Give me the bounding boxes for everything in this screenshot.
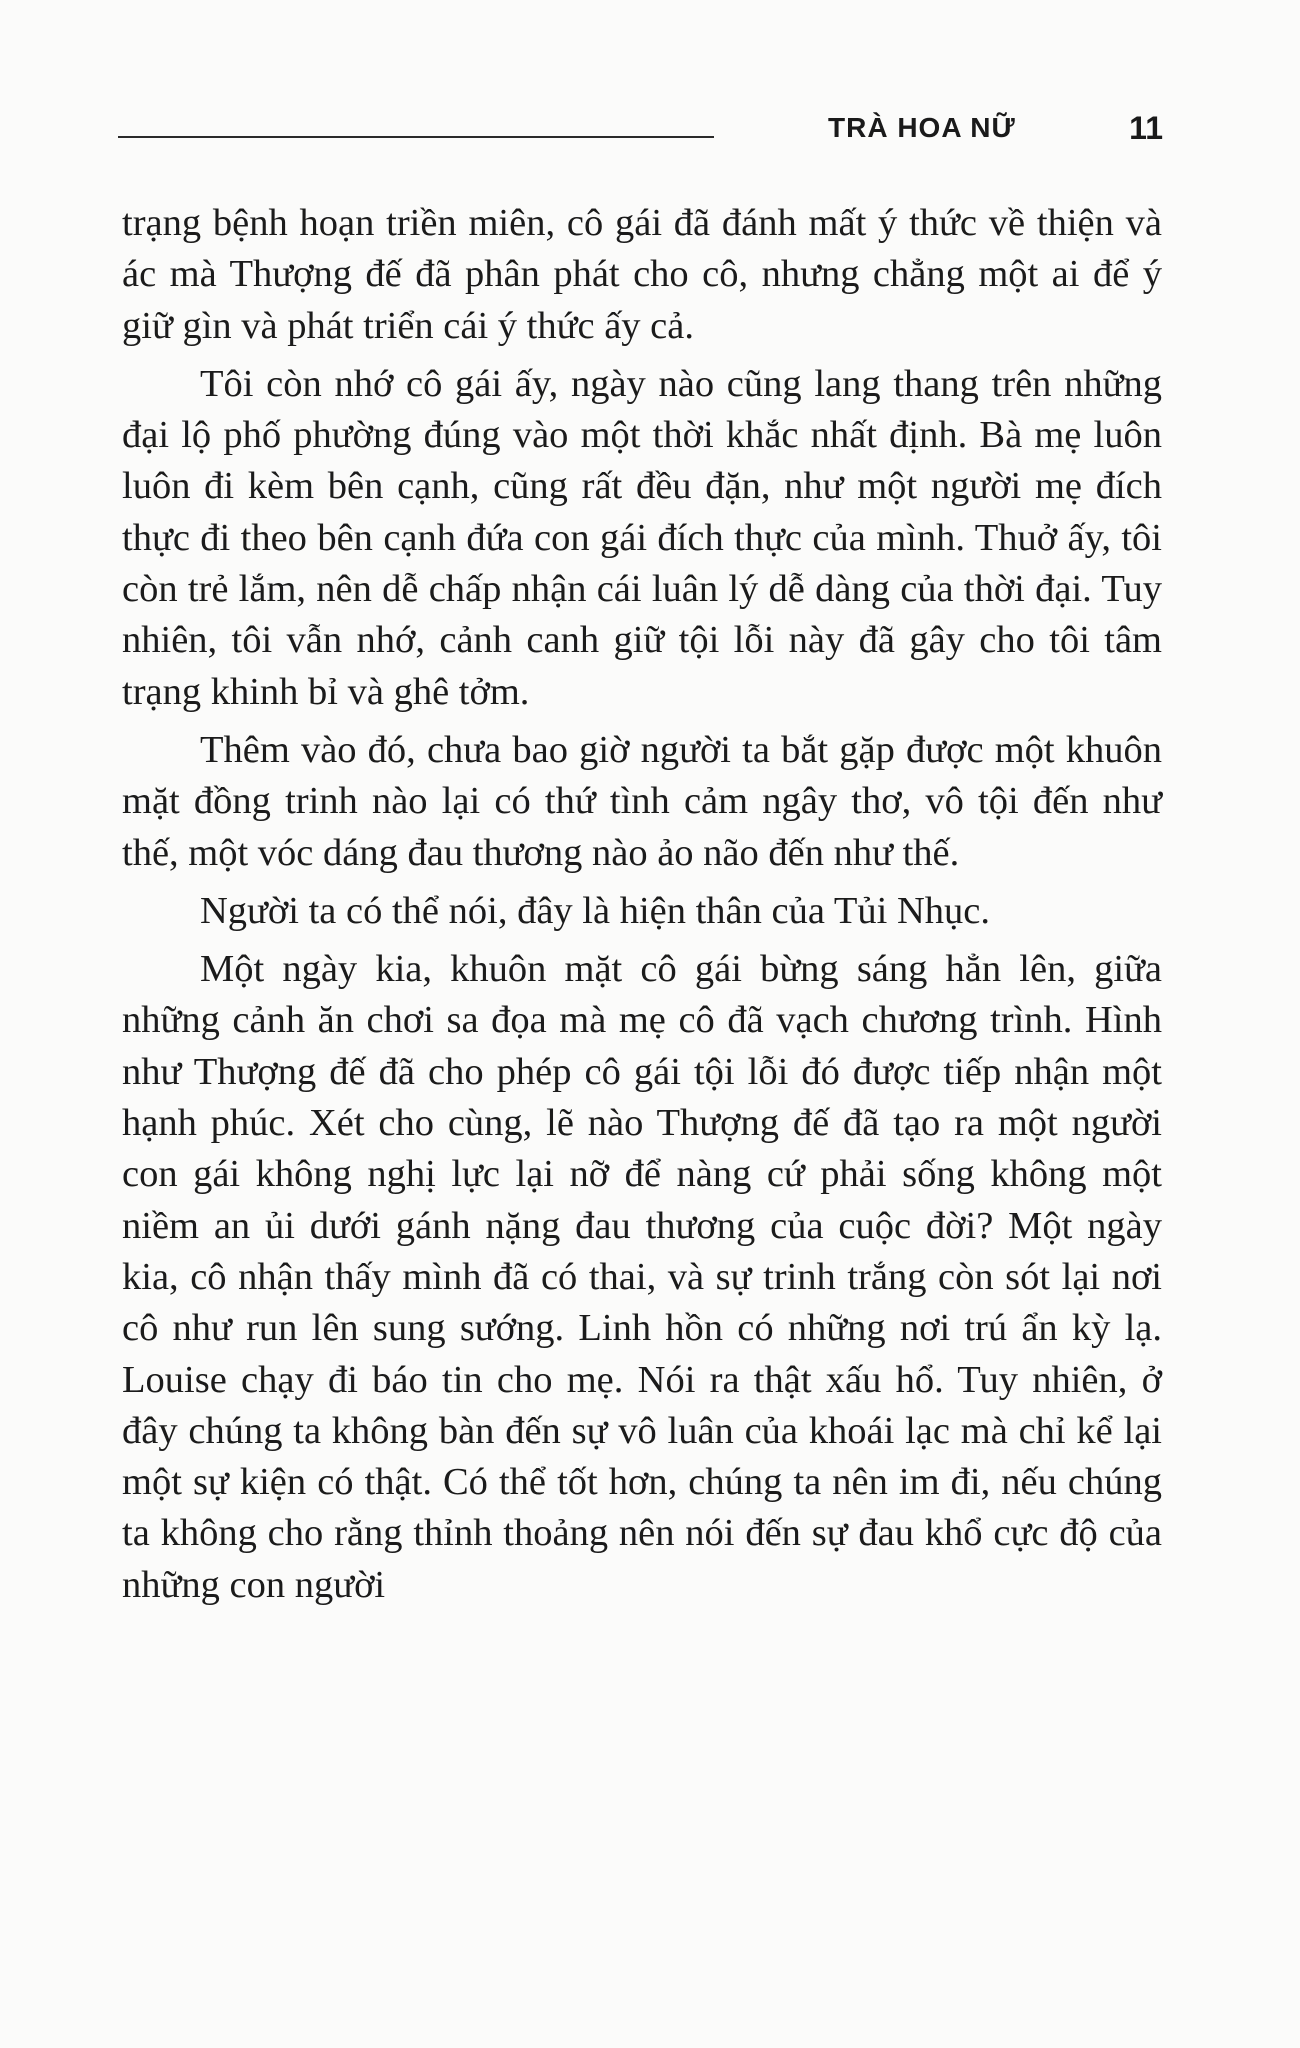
body-text: [122, 198, 1162, 1611]
paragraph-4: Người ta có thể nói, đây là hiện thân của Tủi Nhục.: [200, 889, 990, 932]
header-rule: [118, 136, 714, 138]
book-title: TRÀ HOA NỮ: [828, 112, 1016, 143]
paragraph-1: trạng bệnh hoạn triền miên, cô gái đã đánh mất ý thức về thiện và ác mà Thượng đế đã phân phát cho cô, nhưng chẳng một ai để ý giữ gìn và phát triển cái ý thức ấy cả.: [122, 202, 1162, 347]
paragraph-2: Tôi còn nhớ cô gái ấy, ngày nào cũng lang thang trên những đại lộ phố phường đúng vào một thời khắc nhất định. Bà mẹ luôn luôn đi kèm bên cạnh, cũng rất đều đặn, như một người mẹ đích thực đi theo bên cạnh đứa con gái đích thực của mình. Thuở ấy, tôi còn trẻ lắm, nên dễ chấp nhận cái luân lý dễ dàng của thời đại. Tuy nhiên, tôi vẫn nhớ, cảnh canh giữ tội lỗi này đã gây cho tôi tâm trạng khinh bỉ và ghê tởm.: [122, 362, 1162, 713]
paragraph-3: Thêm vào đó, chưa bao giờ người ta bắt gặp được một khuôn mặt đồng trinh nào lại có thứ tình cảm ngây thơ, vô tội đến như thế, một vóc dáng đau thương nào ảo não đến như thế.: [122, 728, 1162, 874]
paragraph-5: Một ngày kia, khuôn mặt cô gái bừng sáng hẳn lên, giữa những cảnh ăn chơi sa đọa mà mẹ cô đã vạch chương trình. Hình như Thượng đế đã cho phép cô gái tội lỗi đó được tiếp nhận một hạnh phúc. Xét cho cùng, lẽ nào Thượng đế đã tạo ra một người con gái không nghị lực lại nỡ để nàng cứ phải sống không một niềm an ủi dưới gánh nặng đau thương của cuộc đời? Một ngày kia, cô nhận thấy mình đã có thai, và sự trinh trắng còn sót lại nơi cô như run lên sung sướng. Linh hồn có những nơi trú ẩn kỳ lạ. Louise chạy đi báo tin cho mẹ. Nói ra thật xấu hổ. Tuy nhiên, ở đây chúng ta không bàn đến sự vô luân của khoái lạc mà chỉ kể lại một sự kiện có thật. Có thể tốt hơn, chúng ta nên im đi, nếu chúng ta không cho rằng thỉnh thoảng nên nói đến sự đau khổ cực độ của những con người: [122, 948, 1162, 1606]
page-number: 11: [1129, 110, 1163, 146]
running-head: [118, 112, 1163, 152]
